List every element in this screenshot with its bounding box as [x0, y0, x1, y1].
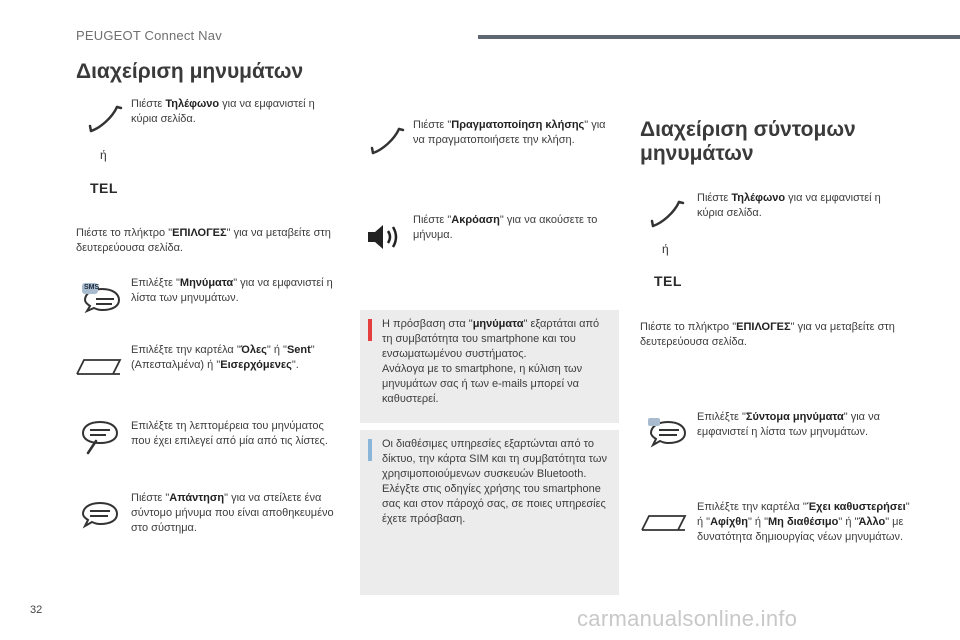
mid-step1-text: Πιέστε "Πραγματοποίηση κλήσης" για να πραγματοποιήσετε την κλήση.: [413, 119, 606, 146]
s1-step4-text: Επιλέξτε την καρτέλα "Όλες" ή "Sent" (Απεσταλμένα) ή "Εισερχόμενες".: [131, 344, 315, 371]
s2-step4-text: Επιλέξτε την καρτέλα "Έχει καθυστερήσει" ή "Αφίχθη" ή "Μη διαθέσιμο" ή "Άλλο" με δυνατότητα δημιουργίας νέων μηνυμάτων.: [697, 501, 910, 543]
phone-handset-icon: [88, 104, 122, 134]
warning-icon: [368, 319, 372, 341]
info-note: [360, 430, 619, 595]
warning-text-2: Ανάλογα με το smartphone, η κύλιση των μηνυμάτων σας ή των e-mails μπορεί να καθυστερεί.: [382, 363, 583, 405]
info-icon: [368, 439, 372, 461]
s1-step1-text: Πιέστε Τηλέφωνο για να εμφανιστεί η κύρια σελίδα.: [131, 98, 315, 125]
warning-text: Η πρόσβαση στα "μηνύματα" εξαρτάται από τη συμβατότητα του smartphone και του ενσωματωμένου συστήματος.: [382, 318, 600, 360]
phone-handset-icon-2: [650, 199, 684, 229]
header-rule: [478, 35, 960, 39]
reply-bubble-icon: [80, 500, 120, 530]
s1-step6-text: Πιέστε "Απάντηση" για να στείλετε ένα σύντομο μήνυμα που είναι αποθηκευμένο στο σύστημα.: [131, 492, 334, 534]
phone-call-icon: [370, 126, 404, 156]
section1-title: Διαχείριση μηνυμάτων: [76, 60, 304, 83]
warning-note: [360, 310, 619, 423]
sms-bubble-icon: [82, 283, 122, 315]
s1-step2-text: Πιέστε το πλήκτρο "ΕΠΙΛΟΓΕΣ" για να μεταβείτε στη δευτερεύουσα σελίδα.: [76, 227, 331, 254]
tab-icon: [76, 358, 122, 376]
s1-step3-text: Επιλέξτε "Μηνύματα" για να εμφανιστεί η λίστα των μηνυμάτων.: [131, 277, 333, 304]
watermark: carmanualsonline.info: [577, 606, 798, 631]
short-message-icon: [648, 418, 688, 448]
section2-title: Διαχείριση σύντομων μηνυμάτων: [640, 118, 856, 165]
page-number: 32: [30, 604, 43, 616]
s2-step1-text: Πιέστε Τηλέφωνο για να εμφανιστεί η κύρια σελίδα.: [697, 192, 881, 219]
message-detail-icon: [80, 419, 120, 455]
info-text: Οι διαθέσιμες υπηρεσίες εξαρτώνται από το δίκτυο, την κάρτα SIM και τη συμβατότητα των χρησιμοποιούμενων συσκευών Bluetooth.: [382, 438, 607, 480]
or-label: ή: [100, 148, 107, 162]
sms-badge: SMS: [84, 284, 100, 291]
s1-step5-text: Επιλέξτε τη λεπτομέρεια του μηνύματος που έχει επιλεγεί από μία από τις λίστες.: [131, 420, 328, 447]
tel-button-label-2: TEL: [654, 273, 682, 289]
s2-step3-text: Επιλέξτε "Σύντομα μηνύματα" για να εμφανιστεί η λίστα των μηνυμάτων.: [697, 411, 880, 438]
tel-button-label: TEL: [90, 180, 118, 196]
or-label-2: ή: [662, 242, 669, 256]
mid-step2-text: Πιέστε "Ακρόαση" για να ακούσετε το μήνυμα.: [413, 214, 598, 241]
tab-icon-2: [641, 514, 687, 532]
s2-step2-text: Πιέστε το πλήκτρο "ΕΠΙΛΟΓΕΣ" για να μεταβείτε στη δευτερεύουσα σελίδα.: [640, 321, 895, 348]
speaker-icon: [366, 222, 402, 252]
info-text-2: Ελέγξτε στις οδηγίες χρήσης του smartphone σας και στον πάροχό σας, σε ποιες υπηρεσίες έχετε πρόσβαση.: [382, 483, 606, 525]
header-title: PEUGEOT Connect Nav: [76, 28, 222, 43]
